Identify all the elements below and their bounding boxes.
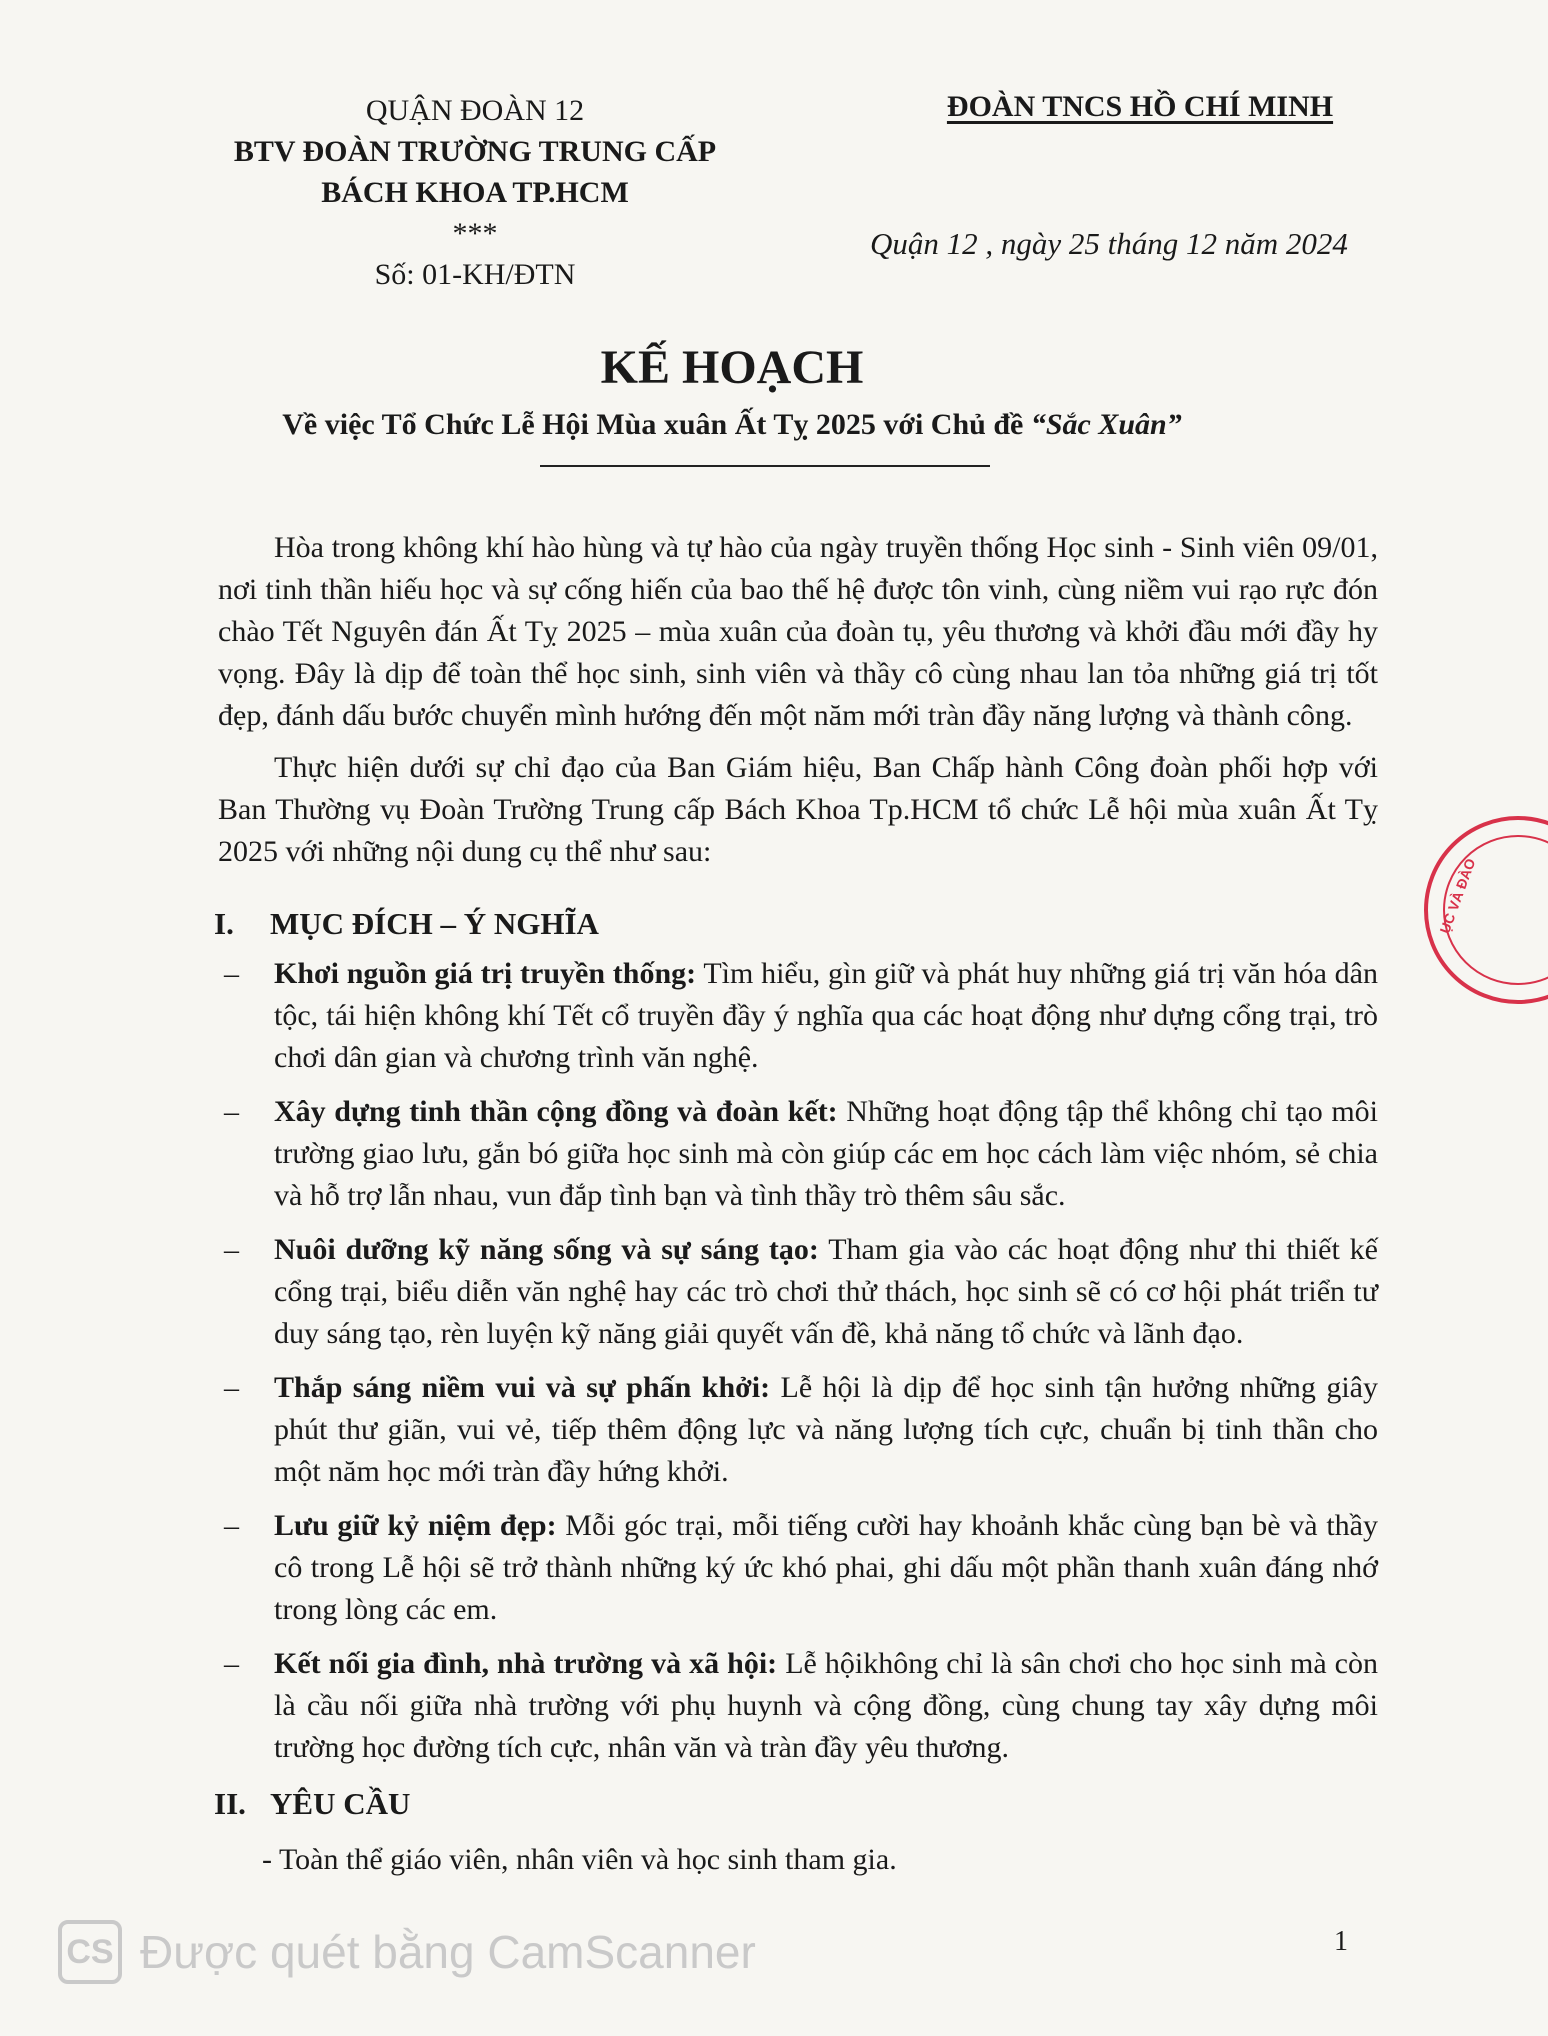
- org-line-2: BTV ĐOÀN TRƯỜNG TRUNG CẤP: [233, 135, 717, 168]
- item-text: Mỗi góc trại, mỗi tiếng cười hay khoảnh khắc cùng bạn bè và thầy cô trong Lễ hội sẽ trở thành những ký ức khó phai, ghi dấu một phần thanh xuân đáng nhớ trong lòng các em.: [274, 1509, 1378, 1626]
- item-lead: Lưu giữ kỷ niệm đẹp:: [274, 1509, 557, 1542]
- item-lead: Thắp sáng niềm vui và sự phấn khởi:: [274, 1371, 771, 1404]
- org-line-1: QUẬN ĐOÀN 12: [365, 94, 585, 127]
- page-number: 1: [1334, 1926, 1348, 1957]
- camscanner-watermark: [58, 1920, 756, 1984]
- org-line-3: BÁCH KHOA TP.HCM: [321, 176, 629, 209]
- section-2-number: II.: [214, 1786, 246, 1821]
- list-item: [218, 1367, 1378, 1493]
- camscanner-logo-icon: CS: [58, 1920, 122, 1984]
- union-name: ĐOÀN TNCS HỒ CHÍ MINH: [946, 90, 1334, 123]
- dash-bullet: –: [224, 1233, 239, 1266]
- item-lead: Khơi nguồn giá trị truyền thống:: [274, 957, 697, 990]
- dash-bullet: –: [224, 1095, 239, 1128]
- list-item: [218, 1091, 1378, 1217]
- date-line: Quận 12 , ngày 25 tháng 12 năm 2024: [870, 226, 1348, 261]
- document-subtitle: [0, 408, 1464, 442]
- item-text: Tham gia vào các hoạt động như thi thiết kế cổng trại, biểu diễn văn nghệ hay các trò chơi thử thách, học sinh sẽ có cơ hội phát triển tư duy sáng tạo, rèn luyện kỹ năng giải quyết vấn đề, khả năng tổ chức và lãnh đạo.: [274, 1233, 1378, 1350]
- section-2-heading: [214, 1783, 1378, 1825]
- section-2-line: - Toàn thể giáo viên, nhân viên và học sinh tham gia.: [262, 1843, 897, 1876]
- item-text: Lễ hội là dịp để học sinh tận hưởng những giây phút thư giãn, vui vẻ, tiếp thêm động lực và năng lượng tích cực, chuẩn bị tinh thần cho một năm học mới tràn đầy hứng khởi.: [274, 1371, 1378, 1488]
- dash-bullet: –: [224, 1371, 239, 1404]
- document-body: [214, 527, 1379, 1881]
- item-lead: Kết nối gia đình, nhà trường và xã hội:: [274, 1647, 778, 1680]
- section-2-title: YÊU CẦU: [270, 1786, 411, 1821]
- subtitle-theme: “Sắc Xuân”: [1030, 408, 1182, 441]
- dash-bullet: –: [224, 1509, 239, 1542]
- item-text: Những hoạt động tập thể không chỉ tạo môi trường giao lưu, gắn bó giữa học sinh mà còn giúp các em học cách làm việc nhóm, sẻ chia và hỗ trợ lẫn nhau, vun đắp tình bạn và tình thầy trò thêm sâu sắc.: [274, 1095, 1378, 1212]
- section-1-title: MỤC ĐÍCH – Ý NGHĨA: [270, 906, 599, 941]
- title-underline: [540, 465, 990, 467]
- intro-paragraph-1: Hòa trong không khí hào hùng và tự hào của ngày truyền thống Học sinh - Sinh viên 09/01, nơi tinh thần hiếu học và sự cống hiến của bao thế hệ được tôn vinh, cùng niềm vui rạo rực đón chào Tết Nguyên đán Ất Tỵ 2025 – mùa xuân của đoàn tụ, yêu thương và khởi đầu mới đầy hy vọng. Đây là dịp để toàn thể học sinh, sinh viên và thầy cô cùng nhau lan tỏa những giá trị tốt đẹp, đánh dấu bước chuyển mình hướng đến một năm mới tràn đầy năng lượng và thành công.: [218, 531, 1378, 732]
- item-lead: Xây dựng tinh thần cộng đồng và đoàn kết:: [274, 1095, 838, 1128]
- issuer-block: [185, 90, 765, 295]
- list-item: [218, 953, 1378, 1079]
- dash-bullet: –: [224, 957, 239, 990]
- section-1-number: I.: [214, 906, 234, 941]
- subtitle-prefix: Về việc Tổ Chức Lễ Hội Mùa xuân Ất Tỵ 2025 với Chủ đề: [282, 408, 1031, 441]
- intro-paragraph-2: Thực hiện dưới sự chỉ đạo của Ban Giám hiệu, Ban Chấp hành Công đoàn phối hợp với Ban Thường vụ Đoàn Trường Trung cấp Bách Khoa Tp.HCM tổ chức Lễ hội mùa xuân Ất Tỵ 2025 với những nội dung cụ thể như sau:: [218, 751, 1378, 868]
- document-title: KẾ HOẠCH: [600, 341, 864, 394]
- item-text: Lễ hộikhông chỉ là sân chơi cho học sinh mà còn là cầu nối giữa nhà trường với phụ huynh và cộng đồng, cùng chung tay xây dựng môi trường học đường tích cực, nhân văn và tràn đầy yêu thương.: [274, 1647, 1379, 1764]
- item-text: Tìm hiểu, gìn giữ và phát huy những giá trị văn hóa dân tộc, tái hiện không khí Tết cổ truyền đầy ý nghĩa qua các hoạt động như dựng cổng trại, trò chơi dân gian và chương trình văn nghệ.: [274, 957, 1378, 1074]
- red-seal-stamp-icon: [1408, 830, 1548, 990]
- list-item: [218, 1505, 1378, 1631]
- union-name-block: [880, 90, 1400, 124]
- stamp-text: ỤC VÀ ĐÀO: [1436, 856, 1479, 936]
- watermark-text: Được quét bằng CamScanner: [140, 1926, 756, 1978]
- item-lead: Nuôi dưỡng kỹ năng sống và sự sáng tạo:: [274, 1233, 819, 1266]
- section-1-heading: [214, 903, 1378, 945]
- list-item: [218, 1643, 1378, 1769]
- stars-separator: ***: [452, 217, 498, 250]
- document-number: Số: 01-KH/ĐTN: [374, 258, 576, 291]
- dash-bullet: –: [224, 1647, 239, 1680]
- list-item: [218, 1229, 1378, 1355]
